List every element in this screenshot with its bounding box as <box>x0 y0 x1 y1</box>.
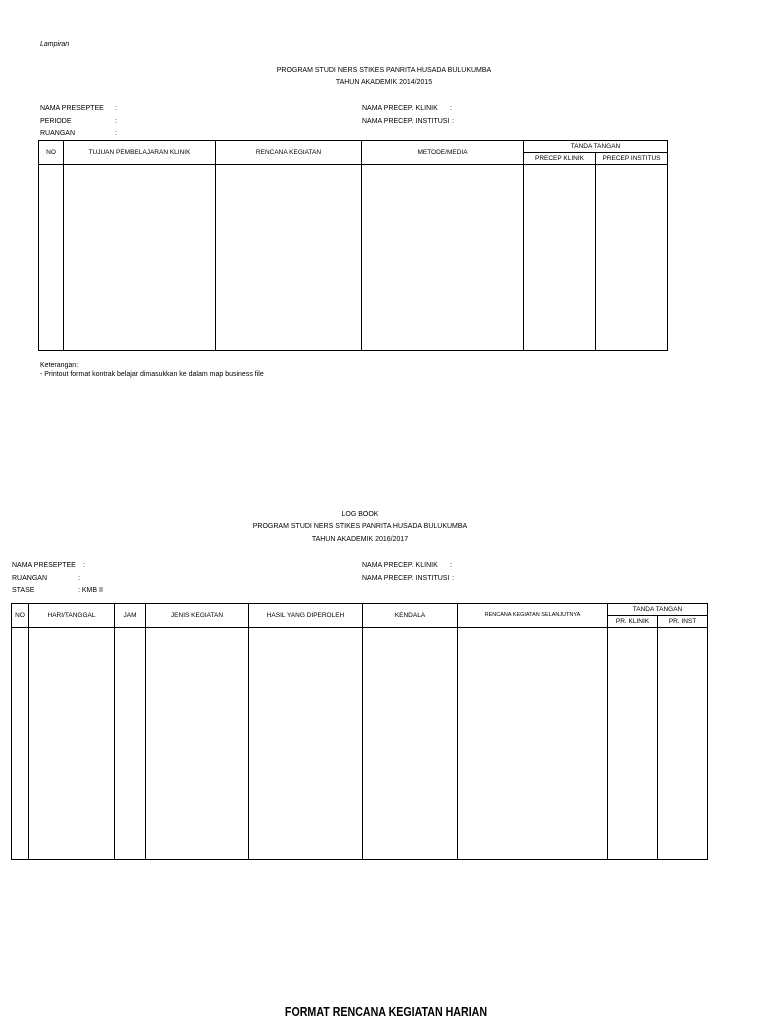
field2-ruangan-label: RUANGAN <box>12 575 48 582</box>
header-no: NO <box>12 604 29 628</box>
field-precep-klinik-sep: : <box>450 105 452 112</box>
section3-title: FORMAT RENCANA KEGIATAN HARIAN <box>284 1004 488 1019</box>
header-hasil: HASIL YANG DIPEROLEH <box>249 604 363 628</box>
header-jam: JAM <box>115 604 146 628</box>
cell-pr-inst <box>658 628 708 860</box>
field2-ruangan-sep: : <box>78 575 80 582</box>
field-ruangan-label: RUANGAN <box>40 130 76 137</box>
cell-hari-tanggal <box>29 628 115 860</box>
field2-precep-institusi-sep: : <box>452 575 454 582</box>
header-kendala: KENDALA <box>363 604 458 628</box>
field-precep-institusi-label: NAMA PRECEP. INSTITUSI <box>362 118 450 125</box>
field2-nama-preseptee-label: NAMA PRESEPTEE <box>12 562 76 569</box>
field2-precep-klinik-sep: : <box>450 562 452 569</box>
header-pr-klinik: PR. KLINIK <box>608 616 658 628</box>
logbook-table <box>11 603 708 860</box>
section2-title-line3: TAHUN AKADEMIK 2016/2017 <box>311 536 409 543</box>
header-precep-institusi: PRECEP INSTITUS <box>596 153 668 165</box>
field2-precep-institusi-label: NAMA PRECEP. INSTITUSI <box>362 575 450 582</box>
header-rencana-selanjutnya: RENCANA KEGIATAN SELANJUTNYA <box>458 604 608 628</box>
field-precep-klinik-label: NAMA PRECEP. KLINIK <box>362 105 438 112</box>
section2-title-line1: LOG BOOK <box>341 511 379 518</box>
field-nama-preseptee-sep: : <box>115 105 117 112</box>
header-rencana: RENCANA KEGIATAN <box>216 141 362 165</box>
lampiran-note: Lampiran <box>40 41 70 48</box>
table-row <box>39 165 668 351</box>
cell-rencana <box>216 165 362 351</box>
field2-stase-label: STASE <box>12 587 35 594</box>
header-jenis-kegiatan: JENIS KEGIATAN <box>146 604 249 628</box>
field-ruangan-sep: : <box>115 130 117 137</box>
cell-rencana-selanjutnya <box>458 628 608 860</box>
keterangan-label: Keterangan: <box>40 362 79 369</box>
cell-tujuan <box>64 165 216 351</box>
section1-title-line2: TAHUN AKADEMIK 2014/2015 <box>335 79 433 86</box>
cell-no <box>12 628 29 860</box>
cell-no <box>39 165 64 351</box>
field2-stase-value: : KMB II <box>78 587 103 594</box>
section1-title-line1: PROGRAM STUDI NERS STIKES PANRITA HUSADA BULUKUMBA <box>276 67 492 74</box>
section2-title-line2: PROGRAM STUDI NERS STIKES PANRITA HUSADA BULUKUMBA <box>252 523 468 530</box>
cell-precep-institusi <box>596 165 668 351</box>
header-tujuan: TUJUAN PEMBELAJARAN KLINIK <box>64 141 216 165</box>
header-tanda-tangan: TANDA TANGAN <box>608 604 708 616</box>
cell-kendala <box>363 628 458 860</box>
header-hari-tanggal: HARI/TANGGAL <box>29 604 115 628</box>
field-periode-label: PERIODE <box>40 118 72 125</box>
header-precep-klinik: PRECEP KLINIK <box>524 153 596 165</box>
cell-jam <box>115 628 146 860</box>
cell-jenis-kegiatan <box>146 628 249 860</box>
header-tanda-tangan: TANDA TANGAN <box>524 141 668 153</box>
field-nama-preseptee-label: NAMA PRESEPTEE <box>40 105 104 112</box>
contract-table <box>38 140 668 351</box>
cell-metode <box>362 165 524 351</box>
keterangan-text: - Printout format kontrak belajar dimasukkan ke dalam map business file <box>40 371 264 378</box>
field-periode-sep: : <box>115 118 117 125</box>
header-no: NO <box>39 141 64 165</box>
field2-precep-klinik-label: NAMA PRECEP. KLINIK <box>362 562 438 569</box>
header-metode: METODE/MEDIA <box>362 141 524 165</box>
cell-hasil <box>249 628 363 860</box>
table-row <box>12 628 708 860</box>
cell-pr-klinik <box>608 628 658 860</box>
header-pr-inst: PR. INST <box>658 616 708 628</box>
field2-nama-preseptee-sep: : <box>83 562 85 569</box>
field-precep-institusi-sep: : <box>452 118 454 125</box>
cell-precep-klinik <box>524 165 596 351</box>
